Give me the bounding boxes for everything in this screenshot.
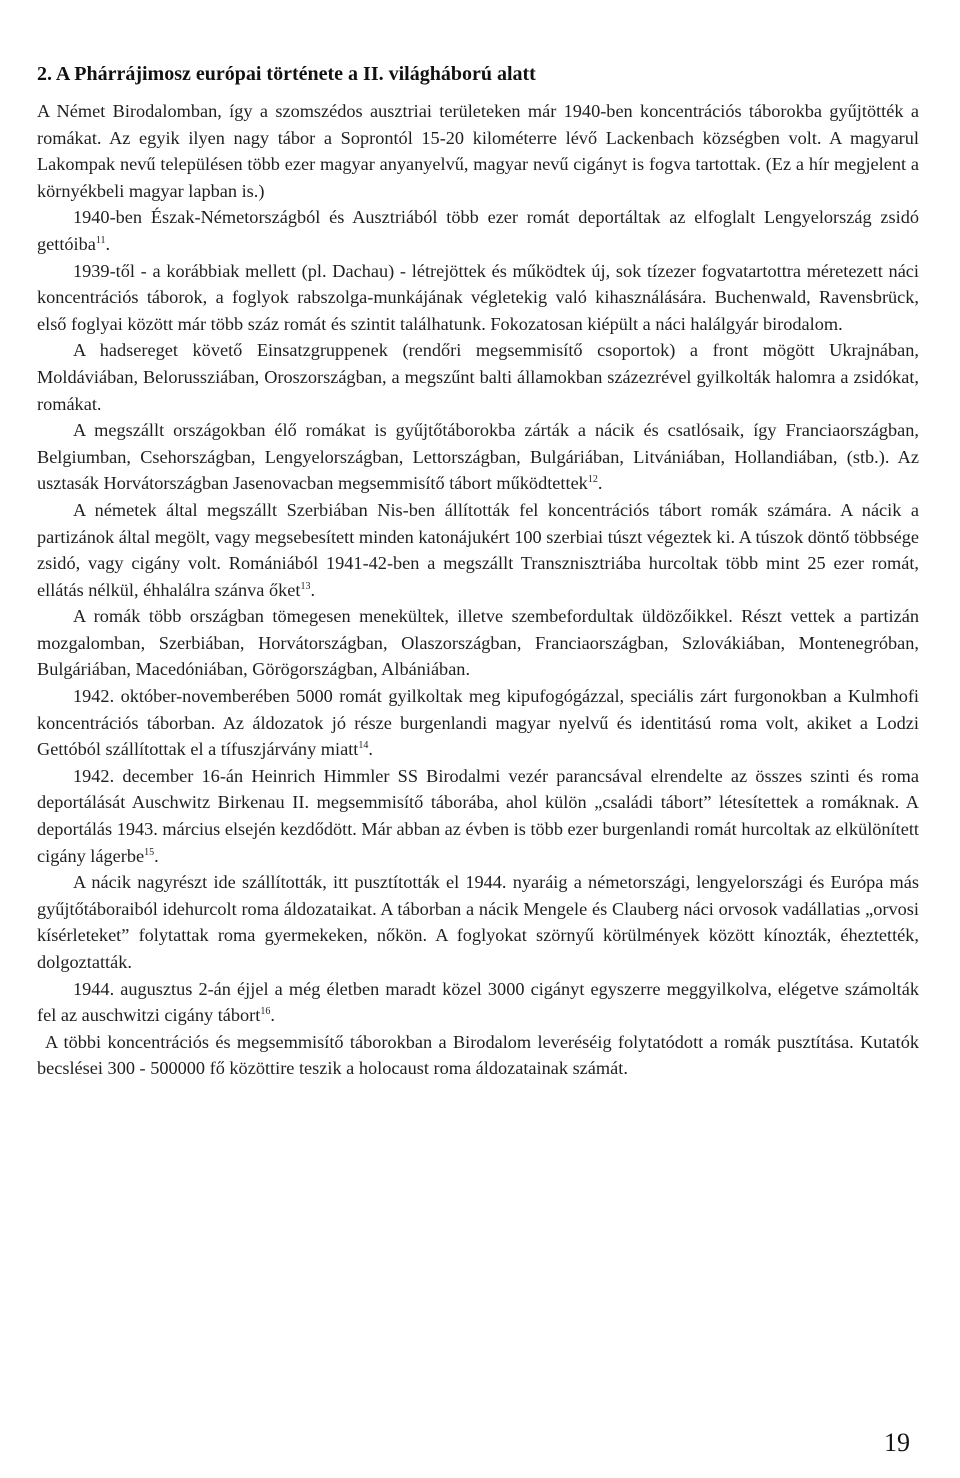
body-text: [37, 98, 919, 1082]
paragraph-5: A megszállt országokban élő romákat is gyűjtőtáborokba zárták a nácik és csatlósaik, így Franciaországban, Belgiumban, Csehországban, Lengyelországban, Lettországban, Bulgáriában, Litvániában, Hollandiában, (stb.). Az usztasák Horvátországban Jasenovacban megsemmisítő tábort működtettek$^{12}$.: [37, 420, 919, 494]
section-heading: 2. A Phárrájimosz európai története a II. világháború alatt: [37, 63, 536, 85]
paragraph-10: A nácik nagyrészt ide szállították, itt pusztították el 1944. nyaráig a németországi, lengyelországi és Európa más gyűjtőtáboraiból idehurcolt roma áldozataikat. A táborban a nácik Mengele és Clauberg náci orvosok vadállatias „orvosi kísérleteket” folytattak roma gyermekeken, nőkön. A foglyokat szörnyű körülmények között kínozták, éheztették, dolgoztatták.: [37, 872, 919, 972]
footnote-ref: 12: [587, 474, 598, 486]
paragraph-11: 1944. augusztus 2-án éjjel a még életben maradt közel 3000 cigányt egyszerre meggyilkolva, elégetve számolták fel az auschwitzi cigány tábort$^{16}$.: [37, 978, 919, 1026]
page-number: 19: [884, 1428, 910, 1457]
footnote-ref: 11: [95, 234, 106, 246]
footnote-ref: 13: [300, 580, 311, 592]
paragraph-4: A hadsereget követő Einsatzgruppenek (rendőri megsemmisítő csoportok) a front mögött Ukrajnában, Moldáviában, Belorussziában, Oroszországban, a megszűnt balti államokban százezrével gyilkolták halomra a zsidókat, romákat.: [37, 340, 919, 414]
footnote-ref: 16: [260, 1006, 271, 1018]
paragraph-8: 1942. október-novemberében 5000 romát gyilkoltak meg kipufogógázzal, speciális zárt furgonokban a Kulmhofi koncentrációs táborban. Az áldozatok jó része burgenlandi magyar nyelvű és identitású roma volt, akiket a Lodzi Gettóból szállítottak el a tífuszjárvány miatt$^{14}$.: [37, 686, 919, 760]
paragraph-12: A többi koncentrációs és megsemmisítő táborokban a Birodalom leveréséig folytatódott a romák pusztítása. Kutatók becslései 300 - 500000 fő közöttire teszik a holocaust roma áldozatainak számát.: [37, 1031, 919, 1079]
footnote-ref: 14: [358, 740, 369, 752]
paragraph-7: A romák több országban tömegesen menekültek, illetve szembefordultak üldözőikkel. Részt vettek a partizán mozgalomban, Szerbiában, Horvátországban, Olaszországban, Franciaországban, Szlovákiában, Montenegróban, Bulgáriában, Macedóniában, Görögországban, Albániában.: [37, 606, 919, 680]
paragraph-3: 1939-től - a korábbiak mellett (pl. Dachau) - létrejöttek és működtek új, sok tízezer fogvatartottra méretezett náci koncentrációs táborok, a foglyok rabszolga-munkájának végletekig való kihasználására. Buchenwald, Ravensbrück, első foglyai között már több száz romát és szintit találhatunk. Fokozatosan kiépült a náci halálgyár birodalom.: [37, 260, 919, 334]
paragraph-9: 1942. december 16-án Heinrich Himmler SS Birodalmi vezér parancsával elrendelte az összes szinti és roma deportálását Auschwitz Birkenau II. megsemmisítő táborába, ahol külön „családi tábort” létesítettek a romáknak. A deportálás 1943. március elsején kezdődött. Már abban az évben is több ezer burgenlandi romát hurcoltak az elkülönített cigány lágerbe$^{15}$.: [37, 765, 919, 866]
paragraph-1: A Német Birodalomban, így a szomszédos ausztriai területeken már 1940-ben koncentrációs táborokba gyűjtötték a romákat. Az egyik ilyen nagy tábor a Soprontól 15-20 kilométerre lévő Lackenbach községben volt. A magyarul Lakompak nevű településen több ezer magyar anyanyelvű, magyar nevű cigányt is fogva tartottak. (Ez a hír megjelent a környékbeli magyar lapban is.): [37, 101, 919, 201]
footnote-ref: 15: [144, 846, 155, 858]
paragraph-2: 1940-ben Észak-Németországból és Ausztriából több ezer romát deportáltak az elfoglalt Lengyelország zsidó gettóiba$^{11}$.: [37, 207, 919, 254]
paragraph-6: A németek által megszállt Szerbiában Nis-ben állították fel koncentrációs tábort romák számára. A nácik a partizánok által megölt, vagy megsebesített minden katonájukért 100 szerbiai túszt végeztek ki. A túszok döntő többsége zsidó, vagy cigány volt. Romániából 1941-42-ben a megszállt Transznisztriába hurcoltak több mint 25 ezer romát, ellátás nélkül, éhhalálra szánva őket$^{13}$.: [37, 499, 919, 600]
